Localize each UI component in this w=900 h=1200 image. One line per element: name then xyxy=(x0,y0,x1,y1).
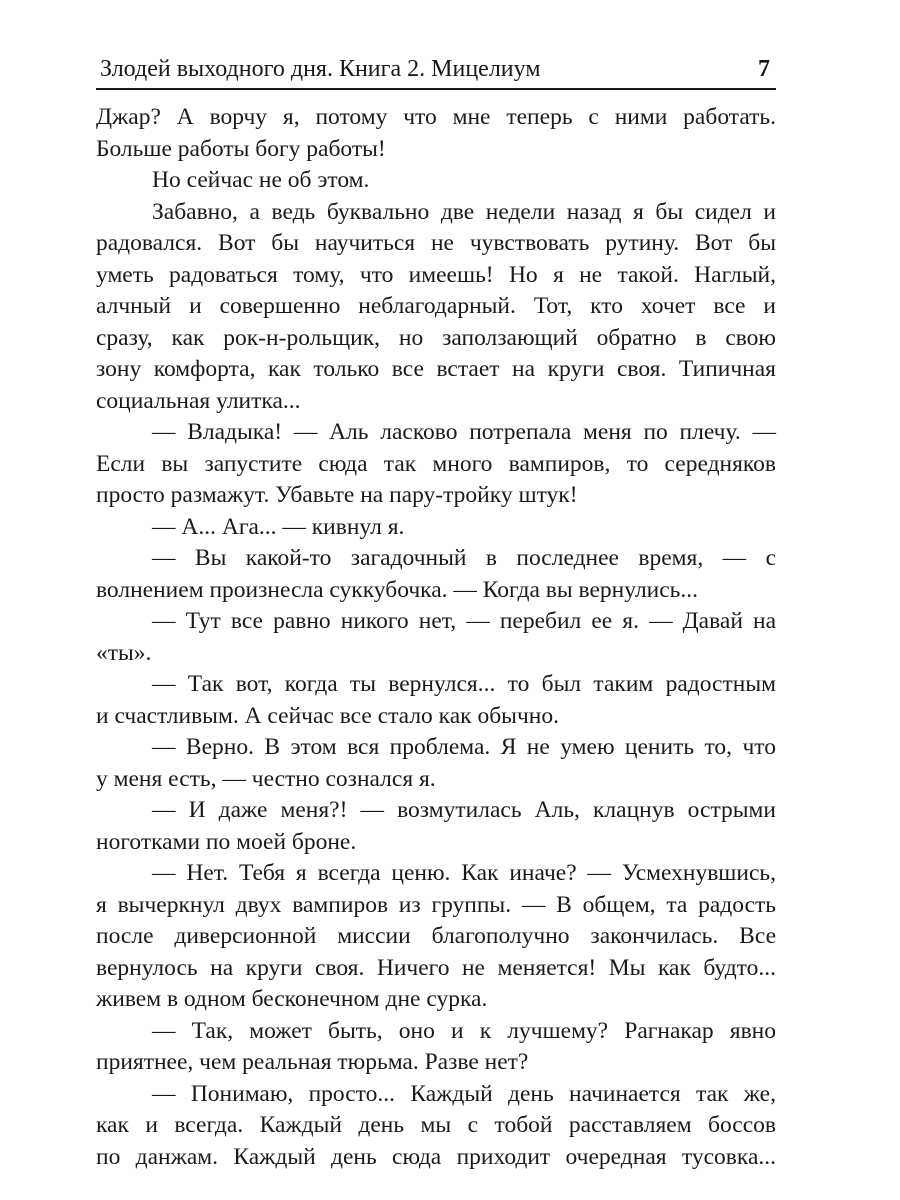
text-line: просто размажут. Убавьте на пару-тройку штук! xyxy=(96,482,578,508)
text-line: — Вы какой-то загадочный в последнее время, — с xyxy=(152,545,776,571)
text-line: — И даже меня?! — возмутилась Аль, клацнув острыми xyxy=(152,797,776,823)
text-line: «ты». xyxy=(96,639,152,666)
text-line: алчный и совершенно неблагодарный. Тот, кто хочет все и xyxy=(96,293,776,319)
text-line: приятнее, чем реальная тюрьма. Разве нет? xyxy=(96,1049,529,1075)
book-page xyxy=(96,52,776,1170)
text-line: социальная улитка... xyxy=(96,387,301,414)
text-line: уметь радоваться тому, что имеешь! Но я не такой. Наглый, xyxy=(96,261,776,288)
text-line: — Понимаю, просто... Каждый день начинается так же, xyxy=(152,1080,776,1107)
text-line: — А... Ага... — кивнул я. xyxy=(152,513,405,540)
text-line: — Так, может быть, оно и к лучшему? Рагнакар явно xyxy=(152,1017,776,1044)
text-line: зону комфорта, как только все встает на круги своя. Типичная xyxy=(96,356,776,382)
text-line: живем в одном бесконечном дне сурка. xyxy=(96,986,488,1012)
text-line: Если вы запустите сюда так много вампиров, то середняков xyxy=(96,450,776,477)
text-line: после диверсионной миссии благополучно закончилась. Все xyxy=(96,923,776,949)
text-line: у меня есть, — честно сознался я. xyxy=(96,765,436,792)
text-line: как и всегда. Каждый день мы с тобой расставляем боссов xyxy=(96,1112,776,1138)
text-line: вернулось на круги своя. Ничего не меняется! Мы как будто... xyxy=(96,954,776,981)
running-title: Злодей выходного дня. Книга 2. Мицелиум xyxy=(100,56,541,82)
text-line: — Верно. В этом вся проблема. Я не умею ценить то, что xyxy=(152,734,776,760)
text-line: я вычеркнул двух вампиров из группы. — В общем, та радость xyxy=(96,891,776,918)
text-line: волнением произнесла суккубочка. — Когда вы вернулись... xyxy=(96,576,699,603)
body-text xyxy=(96,102,776,1173)
text-line: — Нет. Тебя я всегда ценю. Как иначе? — Усмехнувшись, xyxy=(152,860,776,886)
text-line: — Тут все равно никого нет, — перебил ее я. — Давай на xyxy=(152,608,776,634)
text-line: и счастливым. А сейчас все стало как обычно. xyxy=(96,702,559,729)
text-line: Но сейчас не об этом. xyxy=(152,167,370,193)
text-line: Больше работы богу работы! xyxy=(96,135,386,162)
page-number: 7 xyxy=(758,56,770,82)
text-line: сразу, как рок-н-рольщик, но заползающий обратно в свою xyxy=(96,324,776,351)
text-line: радовался. Вот бы научиться не чувствовать рутину. Вот бы xyxy=(96,230,776,256)
text-line: Джар? А ворчу я, потому что мне теперь с ними работать. xyxy=(96,104,776,130)
text-line: ноготками по моей броне. xyxy=(96,828,357,855)
text-line: — Владыка! — Аль ласково потрепала меня по плечу. — xyxy=(152,419,776,445)
text-line: Забавно, а ведь буквально две недели назад я бы сидел и xyxy=(152,198,776,225)
text-line: — Так вот, когда ты вернулся... то был таким радостным xyxy=(152,671,776,697)
running-head xyxy=(96,52,776,90)
text-line: по данжам. Каждый день сюда приходит очередная тусовка... xyxy=(96,1143,776,1170)
